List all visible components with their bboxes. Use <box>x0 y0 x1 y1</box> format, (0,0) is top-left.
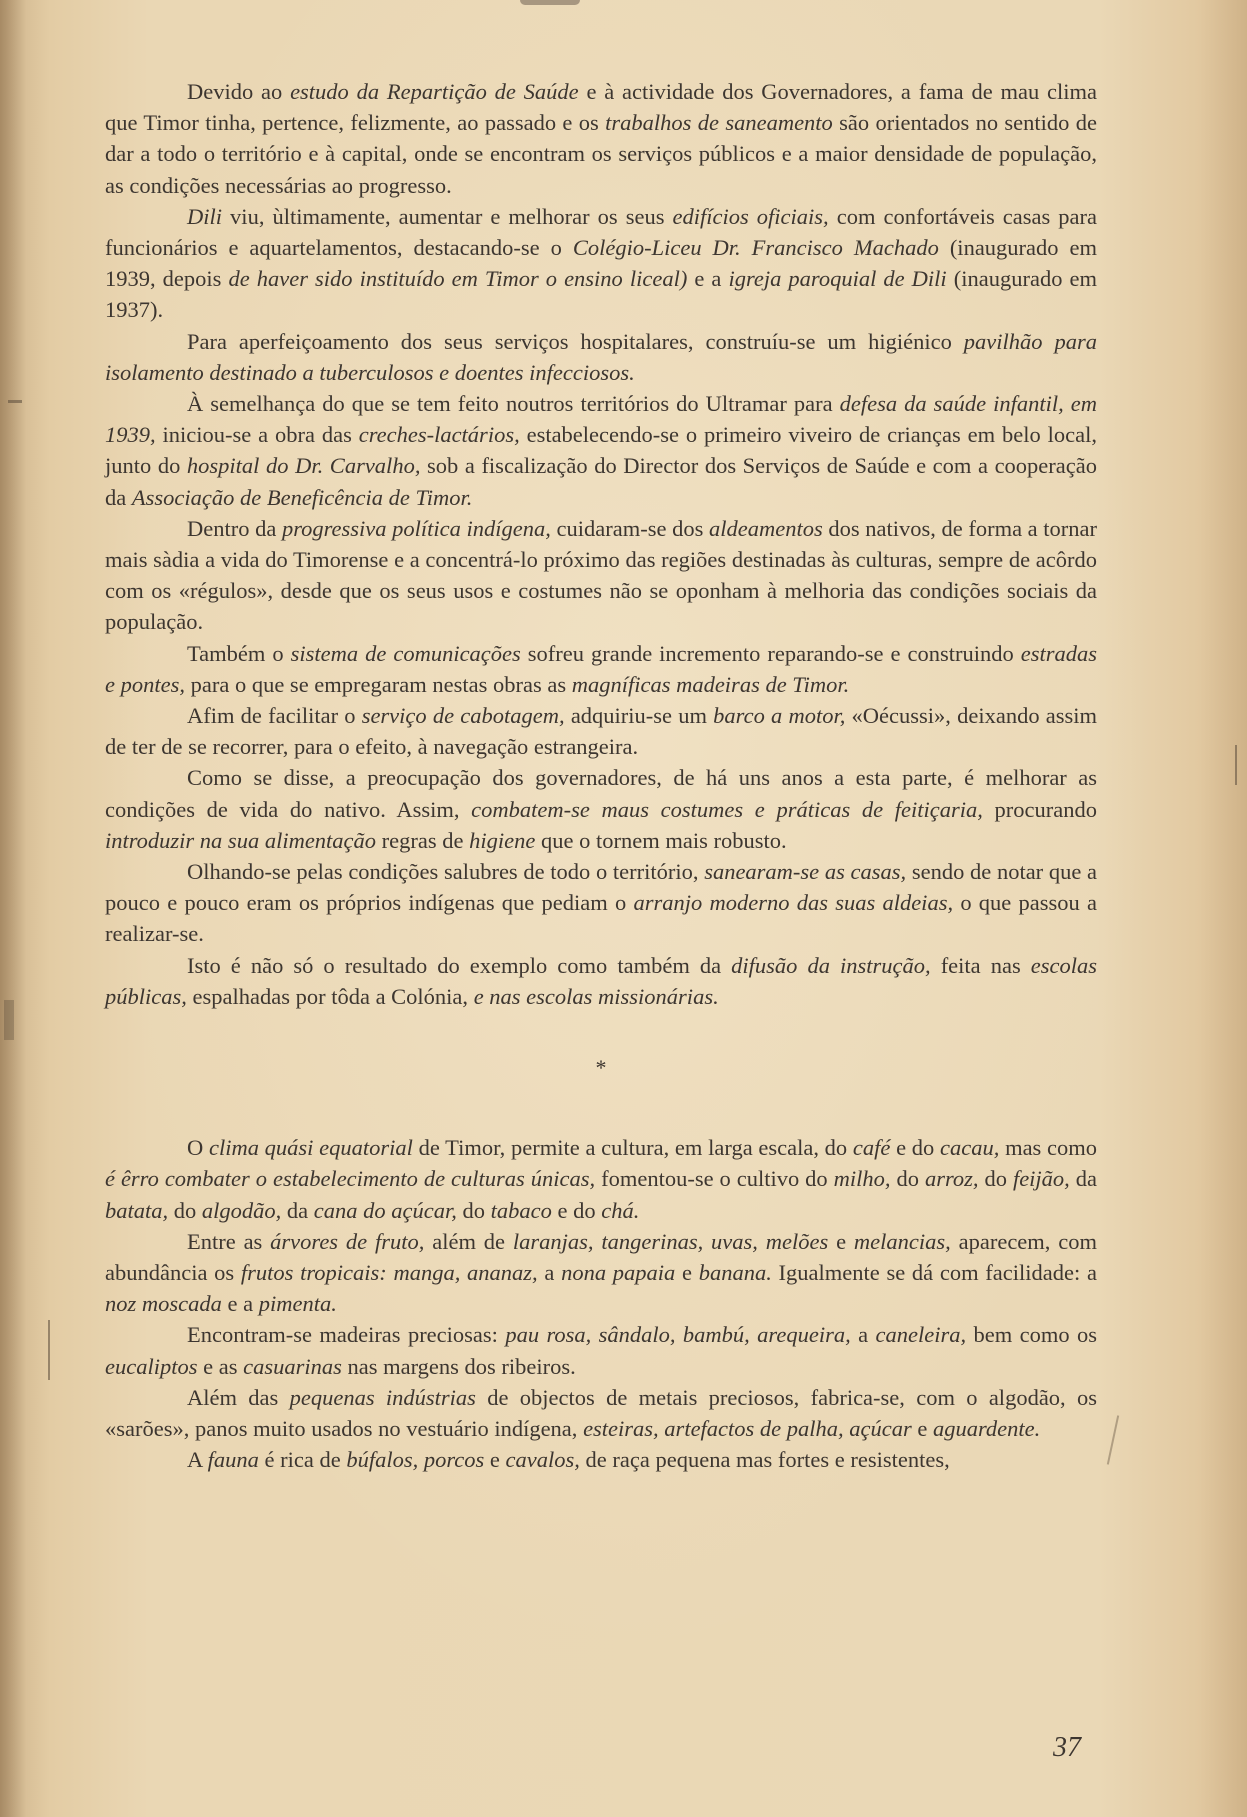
text-run: e do <box>551 1197 602 1223</box>
text-run: O <box>187 1135 209 1161</box>
italic-run: árvores de fruto, <box>270 1228 425 1254</box>
italic-run: escolas públicas, <box>105 952 1097 1009</box>
text-run: feita nas <box>930 952 1031 978</box>
italic-run: aldeamentos <box>708 515 823 541</box>
text-run: do <box>890 1166 925 1192</box>
italic-run: estudo da Repartição de Saúde <box>290 79 579 104</box>
margin-mark <box>1107 1415 1119 1464</box>
italic-run: melancias, <box>853 1228 951 1254</box>
text-run: Como se disse, a preocupação dos governadores, de há uns anos a esta parte, é melhorar as condições de vida do nativo. Assim, <box>105 765 1097 822</box>
italic-run: defesa da saúde infantil, em 1939, <box>105 391 1097 448</box>
text-run: de Timor, permite a cultura, em larga escala, do <box>412 1135 853 1161</box>
italic-run: casuarinas <box>243 1353 342 1379</box>
italic-run: Associação de Beneficência de Timor. <box>131 484 473 510</box>
text-run: sendo de notar que a pouco e pouco eram os próprios indígenas que pediam o <box>105 859 1098 916</box>
text-run: e à actividade dos Governadores, a fama de mau clima que Timor tinha, pertence, felizmente, ao passado e os <box>105 79 1097 136</box>
italic-run: cacau, <box>940 1135 1000 1161</box>
text-run: Devido ao <box>187 79 291 104</box>
italic-run: Dili <box>187 203 223 229</box>
italic-run: pimenta. <box>258 1291 337 1317</box>
italic-run: sanearam-se as casas, <box>704 859 907 885</box>
paragraph <box>105 326 1097 388</box>
italic-run: magníficas madeiras de Timor. <box>571 671 850 697</box>
text-run: sob a fiscalização do Director dos Serviços de Saúde e com a cooperação da <box>105 453 1097 510</box>
text-run: e <box>911 1415 934 1441</box>
italic-run: arroz, <box>924 1166 979 1192</box>
text-run: são orientados no sentido de dar a todo o território e à capital, onde se encontram os serviços públicos e a maior densidade de população, as condições necessárias ao progresso. <box>105 110 1097 198</box>
italic-run: combatem-se maus costumes e práticas de feitiçaria, <box>471 796 983 822</box>
italic-run: cana do açúcar, <box>313 1197 457 1223</box>
paragraph <box>105 1319 1097 1381</box>
italic-run: progressiva política indígena, <box>281 515 551 541</box>
paragraph <box>105 1382 1097 1444</box>
italic-run: feijão, <box>1012 1166 1070 1192</box>
text-run: «Oécussi», deixando assim de ter de se recorrer, para o efeito, à navegação estrangeira. <box>105 703 1098 760</box>
text-run: e <box>828 1228 854 1254</box>
text-run: Dentro da <box>187 515 282 541</box>
text-run: e do <box>890 1135 940 1161</box>
paragraph <box>105 76 1097 201</box>
text-run: À semelhança do que se tem feito noutros territórios do Ultramar para <box>187 391 840 417</box>
margin-mark <box>1235 745 1237 785</box>
paragraph <box>105 762 1097 856</box>
italic-run: aguardente. <box>933 1415 1041 1441</box>
paragraph <box>105 1226 1097 1320</box>
text-run: cuidaram-se dos <box>550 515 709 541</box>
italic-run: higiene <box>469 827 536 853</box>
italic-run: algodão, <box>201 1197 282 1223</box>
italic-run: clima quási equatorial <box>208 1135 413 1161</box>
page-number: 37 <box>1053 1732 1081 1763</box>
text-run: fomentou-se o cultivo do <box>595 1166 834 1192</box>
italic-run: café <box>852 1135 891 1161</box>
margin-mark <box>8 400 22 403</box>
text-run: iniciou-se a obra das <box>155 422 359 448</box>
text-run: é rica de <box>258 1447 347 1473</box>
paragraph <box>105 856 1097 950</box>
italic-run: pau rosa, sândalo, bambú, arequeira, <box>505 1322 851 1348</box>
text-run: o que passou a realizar-se. <box>105 890 1097 947</box>
italic-run: frutos tropicais: manga, ananaz, <box>240 1259 538 1285</box>
italic-run: serviço de cabotagem, <box>361 703 565 729</box>
text-run: e a <box>687 266 729 292</box>
italic-run: introduzir na sua alimentação <box>105 827 377 853</box>
margin-mark <box>48 1320 50 1380</box>
text-run: aparecem, com abundância os <box>105 1228 1097 1285</box>
italic-run: de haver sido instituído em Timor o ensino liceal) <box>228 266 688 292</box>
text-run: Para aperfeiçoamento dos seus serviços hospitalares, construíu-se um higiénico <box>187 328 964 354</box>
paragraph <box>105 513 1097 638</box>
italic-run: trabalhos de saneamento <box>605 110 833 136</box>
italic-run: igreja paroquial de Dili <box>728 266 947 292</box>
paragraph <box>105 1444 1097 1475</box>
italic-run: cavalos, <box>505 1447 580 1473</box>
page-edge-shadow <box>0 0 26 1817</box>
text-run: de objectos de metais preciosos, fabrica-se, com o algodão, os «sarões», panos muito usados no vestuário indígena, <box>105 1384 1097 1441</box>
text-run: com confortáveis casas para funcionários e aquartelamentos, destacando-se o <box>105 203 1097 261</box>
text-run: de raça pequena mas fortes e resistentes, <box>579 1447 950 1473</box>
text-run: Entre as <box>187 1228 271 1254</box>
text-run: estabelecendo-se o primeiro viveiro de crianças em belo local, junto do <box>105 422 1097 479</box>
text-run: Também o <box>187 640 291 666</box>
body-text <box>105 76 1097 1475</box>
italic-run: edifícios oficiais, <box>672 203 829 229</box>
text-run: do <box>978 1166 1013 1192</box>
italic-run: tabaco <box>490 1197 552 1223</box>
text-run: Igualmente se dá com facilidade: a <box>771 1259 1097 1285</box>
italic-run: milho, <box>833 1166 891 1192</box>
paragraph <box>105 201 1097 326</box>
text-run: do <box>456 1197 491 1223</box>
text-run: e <box>675 1259 699 1285</box>
text-run: (inaugurado em 1939, depois <box>105 235 1097 292</box>
top-tear-mark <box>520 0 580 5</box>
margin-mark <box>4 1000 14 1040</box>
text-run: que o tornem mais robusto. <box>535 827 787 853</box>
italic-run: laranjas, tangerinas, uvas, melões <box>512 1228 829 1254</box>
text-run: a <box>850 1322 876 1348</box>
text-run: regras de <box>376 827 470 853</box>
italic-run: Colégio-Liceu Dr. Francisco Machado <box>572 235 939 261</box>
italic-run: creches-lactários, <box>358 422 520 448</box>
section-separator: * <box>595 1055 607 1081</box>
text-run: do <box>168 1197 202 1223</box>
text-run: dos nativos, de forma a tornar mais sàdia a vida do Timorense e a concentrá-lo próximo das regiões destinadas às culturas, sempre de acôrdo com os «régulos», desde que os seus usos e costumes não se oponham à melhoria das condições sociais da população. <box>105 515 1098 635</box>
text-run: A <box>187 1447 208 1473</box>
text-run: adquiriu-se um <box>564 703 714 729</box>
italic-run: barco a motor, <box>713 703 846 729</box>
paragraph <box>105 638 1097 700</box>
text-run: da <box>1069 1166 1098 1192</box>
paragraph <box>105 700 1097 762</box>
text-run: e as <box>197 1353 244 1379</box>
text-run: bem como os <box>966 1322 1097 1348</box>
text-run: mas como <box>999 1135 1098 1161</box>
text-run: da <box>281 1197 314 1223</box>
italic-run: e nas escolas missionárias. <box>473 983 719 1009</box>
italic-run: nona papaia <box>561 1259 676 1285</box>
italic-run: estradas e pontes, <box>105 640 1097 697</box>
italic-run: pavilhão para isolamento destinado a tuberculosos e doentes infecciosos. <box>105 328 1097 385</box>
text-run: a <box>537 1259 562 1285</box>
italic-run: sistema de comunicações <box>290 640 521 666</box>
text-run: (inaugurado em 1937). <box>105 266 1097 323</box>
text-run: Afim de facilitar o <box>187 703 362 729</box>
italic-run: eucaliptos <box>105 1353 198 1379</box>
italic-run: é êrro combater o estabelecimento de culturas únicas, <box>105 1166 596 1192</box>
italic-run: banana. <box>698 1259 772 1285</box>
text-run: e <box>484 1447 506 1473</box>
text-run: Além das <box>187 1384 290 1410</box>
italic-run: difusão da instrução, <box>731 952 931 978</box>
italic-run: noz moscada <box>105 1291 222 1317</box>
text-run: viu, ùltimamente, aumentar e melhorar os seus <box>222 203 673 229</box>
italic-run: hospital do Dr. Carvalho, <box>186 453 421 479</box>
paragraph <box>105 1132 1097 1226</box>
italic-run: fauna <box>207 1447 259 1473</box>
italic-run: pequenas indústrias <box>289 1384 476 1410</box>
text-run: procurando <box>982 796 1097 822</box>
italic-run: arranjo moderno das suas aldeias, <box>633 890 954 916</box>
text-run: para o que se empregaram nestas obras as <box>184 671 572 697</box>
text-run: além de <box>424 1228 513 1254</box>
text-run: sofreu grande incremento reparando-se e construindo <box>520 640 1021 666</box>
text-run: Isto é não só o resultado do exemplo como também da <box>187 952 732 978</box>
text-run: Olhando-se pelas condições salubres de todo o território, <box>187 859 705 885</box>
text-section <box>105 76 1097 1012</box>
text-run: nas margens dos ribeiros. <box>341 1353 576 1379</box>
paragraph <box>105 388 1097 513</box>
text-section <box>105 1132 1097 1475</box>
italic-run: búfalos, porcos <box>346 1447 485 1473</box>
paragraph <box>105 950 1097 1012</box>
italic-run: chá. <box>601 1197 640 1223</box>
italic-run: batata, <box>105 1197 169 1223</box>
text-run: Encontram-se madeiras preciosas: <box>187 1322 506 1348</box>
text-run: espalhadas por tôda a Colónia, <box>186 983 474 1009</box>
italic-run: esteiras, artefactos de palha, açúcar <box>583 1415 912 1441</box>
italic-run: caneleira, <box>875 1322 967 1348</box>
text-run: e a <box>221 1291 259 1317</box>
